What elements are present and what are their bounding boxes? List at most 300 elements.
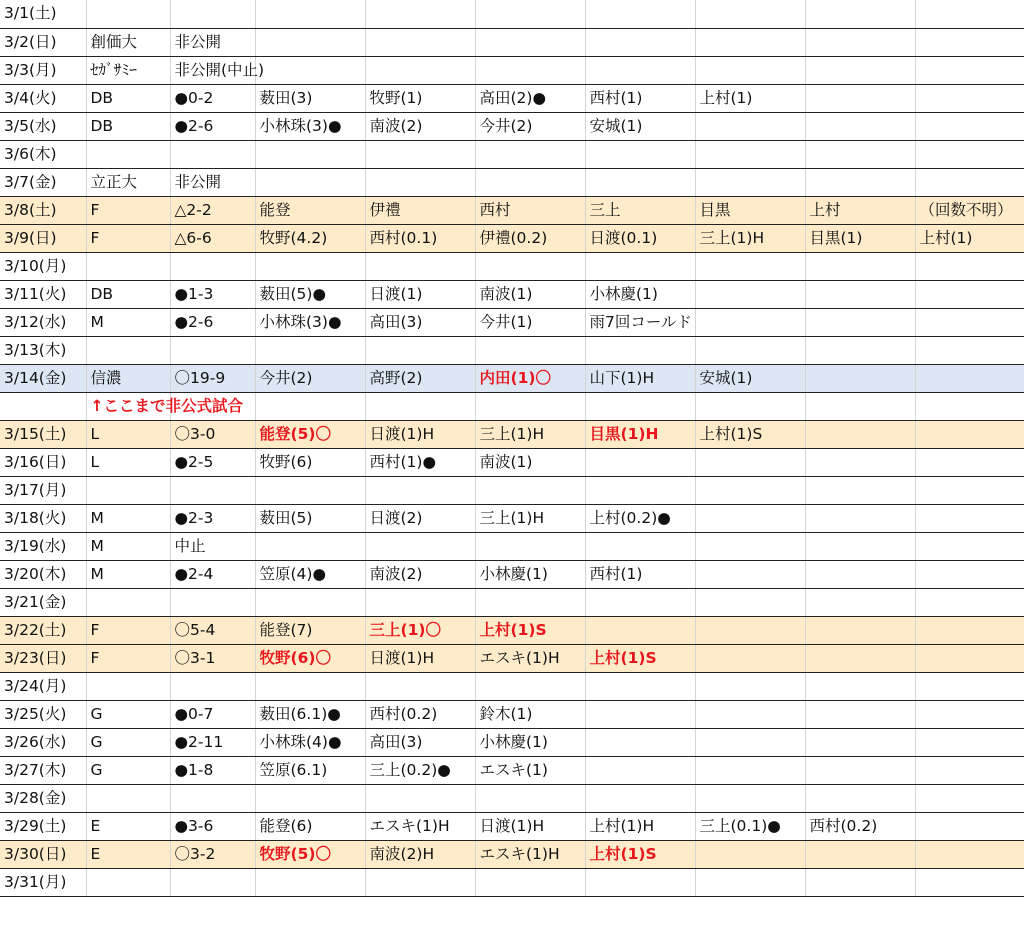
pitcher-cell[interactable] [585,336,695,364]
opponent-cell[interactable]: F [86,644,170,672]
pitcher-cell[interactable] [365,252,475,280]
pitcher-cell[interactable] [805,84,915,112]
pitcher-cell[interactable] [585,784,695,812]
opponent-cell[interactable]: E [86,840,170,868]
pitcher-cell[interactable] [585,476,695,504]
pitcher-cell[interactable]: 日渡(1)H [365,644,475,672]
date-cell[interactable]: 3/29(土) [0,812,86,840]
pitcher-cell[interactable]: 西村(0.2) [365,700,475,728]
pitcher-cell[interactable]: 目黒(1)H [585,420,695,448]
pitcher-cell[interactable]: 牧野(5)〇 [255,840,365,868]
opponent-cell[interactable]: M [86,308,170,336]
pitcher-cell[interactable]: 西村 [475,196,585,224]
pitcher-cell[interactable] [585,588,695,616]
pitcher-cell[interactable]: 今井(2) [475,112,585,140]
pitcher-cell[interactable] [805,868,915,896]
result-cell[interactable]: ●2-4 [170,560,255,588]
pitcher-cell[interactable] [585,0,695,28]
pitcher-cell[interactable] [695,756,805,784]
pitcher-cell[interactable] [805,28,915,56]
result-cell[interactable] [170,476,255,504]
pitcher-cell[interactable] [695,672,805,700]
opponent-cell[interactable]: DB [86,112,170,140]
pitcher-cell[interactable] [695,588,805,616]
pitcher-cell[interactable]: 三上 [585,196,695,224]
date-cell[interactable]: 3/19(水) [0,532,86,560]
pitcher-cell[interactable]: 上村(1)S [475,616,585,644]
pitcher-cell[interactable] [365,336,475,364]
pitcher-cell[interactable] [915,392,1024,420]
pitcher-cell[interactable] [805,644,915,672]
opponent-cell[interactable]: F [86,224,170,252]
date-cell[interactable]: 3/27(木) [0,756,86,784]
pitcher-cell[interactable] [475,0,585,28]
result-cell[interactable] [170,252,255,280]
pitcher-cell[interactable] [585,448,695,476]
opponent-cell[interactable]: F [86,196,170,224]
opponent-cell[interactable]: L [86,420,170,448]
pitcher-cell[interactable] [805,476,915,504]
date-cell[interactable]: 3/14(金) [0,364,86,392]
pitcher-cell[interactable] [915,560,1024,588]
pitcher-cell[interactable] [915,532,1024,560]
pitcher-cell[interactable] [915,756,1024,784]
pitcher-cell[interactable]: 高田(3) [365,308,475,336]
pitcher-cell[interactable]: 上村(1) [695,84,805,112]
result-cell[interactable] [170,588,255,616]
pitcher-cell[interactable] [695,868,805,896]
result-cell[interactable]: 〇3-0 [170,420,255,448]
pitcher-cell[interactable]: 雨7回コールド [585,308,695,336]
pitcher-cell[interactable] [915,840,1024,868]
result-cell[interactable]: ●0-7 [170,700,255,728]
pitcher-cell[interactable] [695,56,805,84]
pitcher-cell[interactable] [805,168,915,196]
date-cell[interactable]: 3/5(水) [0,112,86,140]
pitcher-cell[interactable] [915,140,1024,168]
pitcher-cell[interactable]: 上村(1)S [585,644,695,672]
pitcher-cell[interactable] [915,56,1024,84]
opponent-cell[interactable] [86,140,170,168]
pitcher-cell[interactable]: 小林慶(1) [585,280,695,308]
opponent-cell[interactable]: M [86,504,170,532]
pitcher-cell[interactable] [915,448,1024,476]
pitcher-cell[interactable] [255,532,365,560]
pitcher-cell[interactable] [805,532,915,560]
pitcher-cell[interactable] [695,476,805,504]
pitcher-cell[interactable] [805,364,915,392]
pitcher-cell[interactable] [475,140,585,168]
pitcher-cell[interactable] [805,0,915,28]
pitcher-cell[interactable] [805,700,915,728]
pitcher-cell[interactable]: エスキ(1)H [475,644,585,672]
pitcher-cell[interactable] [695,0,805,28]
pitcher-cell[interactable]: 日渡(1) [365,280,475,308]
pitcher-cell[interactable] [695,840,805,868]
pitcher-cell[interactable]: 目黒 [695,196,805,224]
pitcher-cell[interactable] [915,868,1024,896]
pitcher-cell[interactable] [915,476,1024,504]
result-cell[interactable] [170,0,255,28]
pitcher-cell[interactable] [255,392,365,420]
pitcher-cell[interactable] [255,868,365,896]
pitcher-cell[interactable] [365,672,475,700]
pitcher-cell[interactable] [255,476,365,504]
pitcher-cell[interactable]: 薮田(3) [255,84,365,112]
pitcher-cell[interactable]: 西村(1) [585,84,695,112]
date-cell[interactable]: 3/6(木) [0,140,86,168]
opponent-cell[interactable] [86,784,170,812]
pitcher-cell[interactable] [695,644,805,672]
pitcher-cell[interactable]: 目黒(1) [805,224,915,252]
opponent-cell[interactable] [86,336,170,364]
result-cell[interactable]: 〇3-1 [170,644,255,672]
pitcher-cell[interactable] [475,168,585,196]
result-cell[interactable]: 非公開(中止) [170,56,255,84]
pitcher-cell[interactable] [915,168,1024,196]
pitcher-cell[interactable] [915,84,1024,112]
opponent-cell[interactable]: ｾｶﾞｻﾐｰ [86,56,170,84]
pitcher-cell[interactable] [695,112,805,140]
result-cell[interactable]: ●2-6 [170,308,255,336]
pitcher-cell[interactable] [365,28,475,56]
pitcher-cell[interactable] [695,616,805,644]
result-cell[interactable]: 〇3-2 [170,840,255,868]
pitcher-cell[interactable] [695,280,805,308]
opponent-cell[interactable] [86,0,170,28]
date-cell[interactable]: 3/7(金) [0,168,86,196]
pitcher-cell[interactable] [585,616,695,644]
pitcher-cell[interactable] [255,252,365,280]
pitcher-cell[interactable]: エスキ(1)H [365,812,475,840]
pitcher-cell[interactable]: 今井(2) [255,364,365,392]
pitcher-cell[interactable] [915,672,1024,700]
pitcher-cell[interactable]: 小林珠(4)● [255,728,365,756]
result-cell[interactable] [170,784,255,812]
pitcher-cell[interactable] [255,56,365,84]
pitcher-cell[interactable]: 内田(1)〇 [475,364,585,392]
pitcher-cell[interactable]: 牧野(4.2) [255,224,365,252]
pitcher-cell[interactable] [805,840,915,868]
pitcher-cell[interactable] [915,644,1024,672]
pitcher-cell[interactable] [255,140,365,168]
pitcher-cell[interactable] [695,392,805,420]
pitcher-cell[interactable] [475,336,585,364]
pitcher-cell[interactable]: 能登(5)〇 [255,420,365,448]
result-cell[interactable]: 中止 [170,532,255,560]
pitcher-cell[interactable] [805,56,915,84]
pitcher-cell[interactable]: 小林珠(3)● [255,112,365,140]
pitcher-cell[interactable] [365,0,475,28]
opponent-cell[interactable]: 創価大 [86,28,170,56]
pitcher-cell[interactable]: 三上(1)H [475,504,585,532]
pitcher-cell[interactable] [365,168,475,196]
pitcher-cell[interactable] [255,0,365,28]
pitcher-cell[interactable] [475,28,585,56]
pitcher-cell[interactable] [585,140,695,168]
pitcher-cell[interactable]: 高田(3) [365,728,475,756]
pitcher-cell[interactable] [585,392,695,420]
pitcher-cell[interactable] [695,308,805,336]
result-cell[interactable]: △2-2 [170,196,255,224]
pitcher-cell[interactable]: 上村 [805,196,915,224]
pitcher-cell[interactable] [585,868,695,896]
pitcher-cell[interactable]: 日渡(1)H [475,812,585,840]
pitcher-cell[interactable] [695,28,805,56]
pitcher-cell[interactable] [695,252,805,280]
date-cell[interactable]: 3/25(火) [0,700,86,728]
result-cell[interactable]: 非公開 [170,28,255,56]
pitcher-cell[interactable]: 牧野(1) [365,84,475,112]
result-cell[interactable]: ●3-6 [170,812,255,840]
pitcher-cell[interactable]: 高野(2) [365,364,475,392]
pitcher-cell[interactable] [805,672,915,700]
opponent-cell[interactable]: E [86,812,170,840]
pitcher-cell[interactable]: 高田(2)● [475,84,585,112]
pitcher-cell[interactable] [695,700,805,728]
pitcher-cell[interactable]: エスキ(1) [475,756,585,784]
pitcher-cell[interactable] [475,672,585,700]
pitcher-cell[interactable] [695,532,805,560]
result-cell[interactable]: △6-6 [170,224,255,252]
pitcher-cell[interactable] [695,784,805,812]
pitcher-cell[interactable] [695,336,805,364]
date-cell[interactable]: 3/13(木) [0,336,86,364]
pitcher-cell[interactable] [805,448,915,476]
opponent-cell[interactable] [86,252,170,280]
pitcher-cell[interactable] [365,476,475,504]
result-cell[interactable]: 〇19-9 [170,364,255,392]
pitcher-cell[interactable] [585,672,695,700]
pitcher-cell[interactable] [805,728,915,756]
pitcher-cell[interactable] [585,252,695,280]
pitcher-cell[interactable] [915,504,1024,532]
pitcher-cell[interactable]: 安城(1) [585,112,695,140]
opponent-cell[interactable]: L [86,448,170,476]
pitcher-cell[interactable] [805,392,915,420]
pitcher-cell[interactable] [255,784,365,812]
pitcher-cell[interactable] [365,532,475,560]
date-cell[interactable]: 3/30(日) [0,840,86,868]
opponent-cell[interactable]: 立正大 [86,168,170,196]
date-cell[interactable]: 3/4(火) [0,84,86,112]
pitcher-cell[interactable]: 南波(2) [365,560,475,588]
date-cell[interactable]: 3/17(月) [0,476,86,504]
pitcher-cell[interactable] [695,168,805,196]
pitcher-cell[interactable] [585,56,695,84]
opponent-cell[interactable]: DB [86,280,170,308]
pitcher-cell[interactable] [475,588,585,616]
result-cell[interactable]: ●2-11 [170,728,255,756]
opponent-cell[interactable]: G [86,756,170,784]
pitcher-cell[interactable] [915,616,1024,644]
date-cell[interactable]: 3/1(土) [0,0,86,28]
pitcher-cell[interactable] [585,756,695,784]
pitcher-cell[interactable]: 伊禮 [365,196,475,224]
pitcher-cell[interactable] [915,308,1024,336]
pitcher-cell[interactable] [695,448,805,476]
date-cell[interactable]: 3/23(日) [0,644,86,672]
pitcher-cell[interactable] [915,784,1024,812]
date-cell[interactable]: 3/10(月) [0,252,86,280]
pitcher-cell[interactable]: 日渡(2) [365,504,475,532]
date-cell[interactable]: 3/24(月) [0,672,86,700]
result-cell[interactable] [170,672,255,700]
pitcher-cell[interactable]: 上村(0.2)● [585,504,695,532]
pitcher-cell[interactable] [805,336,915,364]
result-cell[interactable] [170,336,255,364]
result-cell[interactable]: ●0-2 [170,84,255,112]
pitcher-cell[interactable] [695,560,805,588]
pitcher-cell[interactable] [585,28,695,56]
date-cell[interactable]: 3/26(水) [0,728,86,756]
pitcher-cell[interactable]: 西村(0.2) [805,812,915,840]
date-cell[interactable]: 3/3(月) [0,56,86,84]
pitcher-cell[interactable] [475,532,585,560]
pitcher-cell[interactable] [915,364,1024,392]
opponent-cell[interactable]: G [86,700,170,728]
pitcher-cell[interactable]: 上村(1) [915,224,1024,252]
pitcher-cell[interactable] [255,672,365,700]
pitcher-cell[interactable] [255,28,365,56]
pitcher-cell[interactable] [915,420,1024,448]
pitcher-cell[interactable] [805,140,915,168]
pitcher-cell[interactable]: （回数不明） [915,196,1024,224]
result-cell[interactable]: 非公開 [170,168,255,196]
pitcher-cell[interactable]: 南波(2) [365,112,475,140]
opponent-cell[interactable] [86,476,170,504]
result-cell[interactable] [170,868,255,896]
pitcher-cell[interactable]: 山下(1)H [585,364,695,392]
date-cell[interactable]: 3/2(日) [0,28,86,56]
pitcher-cell[interactable] [805,616,915,644]
pitcher-cell[interactable]: 西村(1) [585,560,695,588]
pitcher-cell[interactable] [695,140,805,168]
pitcher-cell[interactable]: 三上(1)H [695,224,805,252]
pitcher-cell[interactable] [475,252,585,280]
pitcher-cell[interactable]: 日渡(0.1) [585,224,695,252]
pitcher-cell[interactable]: 西村(0.1) [365,224,475,252]
opponent-cell[interactable]: M [86,560,170,588]
pitcher-cell[interactable]: 能登 [255,196,365,224]
date-cell[interactable]: 3/9(日) [0,224,86,252]
pitcher-cell[interactable] [255,168,365,196]
pitcher-cell[interactable] [805,588,915,616]
pitcher-cell[interactable] [915,112,1024,140]
pitcher-cell[interactable] [585,728,695,756]
pitcher-cell[interactable] [805,504,915,532]
pitcher-cell[interactable] [365,392,475,420]
opponent-cell[interactable] [86,672,170,700]
pitcher-cell[interactable]: 上村(1)H [585,812,695,840]
date-cell[interactable]: 3/20(木) [0,560,86,588]
pitcher-cell[interactable]: 上村(1)S [585,840,695,868]
pitcher-cell[interactable] [805,560,915,588]
pitcher-cell[interactable]: 笠原(6.1) [255,756,365,784]
date-cell[interactable]: 3/16(日) [0,448,86,476]
pitcher-cell[interactable] [475,476,585,504]
pitcher-cell[interactable]: 日渡(1)H [365,420,475,448]
pitcher-cell[interactable] [365,784,475,812]
opponent-cell[interactable]: DB [86,84,170,112]
pitcher-cell[interactable]: 三上(0.2)● [365,756,475,784]
opponent-cell[interactable]: M [86,532,170,560]
pitcher-cell[interactable] [475,392,585,420]
pitcher-cell[interactable]: 小林慶(1) [475,560,585,588]
pitcher-cell[interactable] [915,728,1024,756]
pitcher-cell[interactable] [805,420,915,448]
date-cell[interactable]: 3/18(火) [0,504,86,532]
date-cell[interactable]: 3/12(水) [0,308,86,336]
date-cell[interactable]: 3/22(土) [0,616,86,644]
pitcher-cell[interactable] [805,280,915,308]
date-cell[interactable]: 3/15(土) [0,420,86,448]
pitcher-cell[interactable] [695,504,805,532]
opponent-cell[interactable]: 信濃 [86,364,170,392]
pitcher-cell[interactable]: 牧野(6)〇 [255,644,365,672]
pitcher-cell[interactable]: 安城(1) [695,364,805,392]
pitcher-cell[interactable] [475,784,585,812]
opponent-cell[interactable] [86,588,170,616]
result-cell[interactable]: ●1-8 [170,756,255,784]
pitcher-cell[interactable] [365,140,475,168]
pitcher-cell[interactable]: 薮田(5) [255,504,365,532]
pitcher-cell[interactable] [805,784,915,812]
pitcher-cell[interactable] [475,56,585,84]
opponent-cell[interactable]: G [86,728,170,756]
pitcher-cell[interactable] [805,252,915,280]
pitcher-cell[interactable] [915,812,1024,840]
pitcher-cell[interactable] [255,336,365,364]
pitcher-cell[interactable]: 牧野(6) [255,448,365,476]
result-cell[interactable]: ●2-5 [170,448,255,476]
pitcher-cell[interactable] [585,532,695,560]
note-cell[interactable]: ↑ここまで非公式試合 [86,392,170,420]
pitcher-cell[interactable] [915,252,1024,280]
pitcher-cell[interactable] [805,112,915,140]
pitcher-cell[interactable] [915,28,1024,56]
pitcher-cell[interactable] [585,168,695,196]
result-cell[interactable]: ●2-6 [170,112,255,140]
pitcher-cell[interactable] [805,308,915,336]
pitcher-cell[interactable] [365,56,475,84]
pitcher-cell[interactable]: 南波(1) [475,280,585,308]
opponent-cell[interactable] [86,868,170,896]
result-cell[interactable]: 〇5-4 [170,616,255,644]
pitcher-cell[interactable]: 薮田(5)● [255,280,365,308]
pitcher-cell[interactable] [475,868,585,896]
pitcher-cell[interactable] [915,0,1024,28]
pitcher-cell[interactable]: 南波(2)H [365,840,475,868]
date-cell[interactable]: 3/11(火) [0,280,86,308]
date-cell[interactable]: 3/21(金) [0,588,86,616]
result-cell[interactable]: ●2-3 [170,504,255,532]
pitcher-cell[interactable] [255,588,365,616]
opponent-cell[interactable]: F [86,616,170,644]
date-cell[interactable]: 3/31(月) [0,868,86,896]
pitcher-cell[interactable]: エスキ(1)H [475,840,585,868]
pitcher-cell[interactable] [915,280,1024,308]
pitcher-cell[interactable] [915,700,1024,728]
pitcher-cell[interactable]: 三上(1)H [475,420,585,448]
pitcher-cell[interactable]: 能登(6) [255,812,365,840]
pitcher-cell[interactable]: 小林慶(1) [475,728,585,756]
pitcher-cell[interactable] [915,336,1024,364]
pitcher-cell[interactable]: 西村(1)● [365,448,475,476]
result-cell[interactable] [170,140,255,168]
pitcher-cell[interactable] [365,868,475,896]
pitcher-cell[interactable] [915,588,1024,616]
